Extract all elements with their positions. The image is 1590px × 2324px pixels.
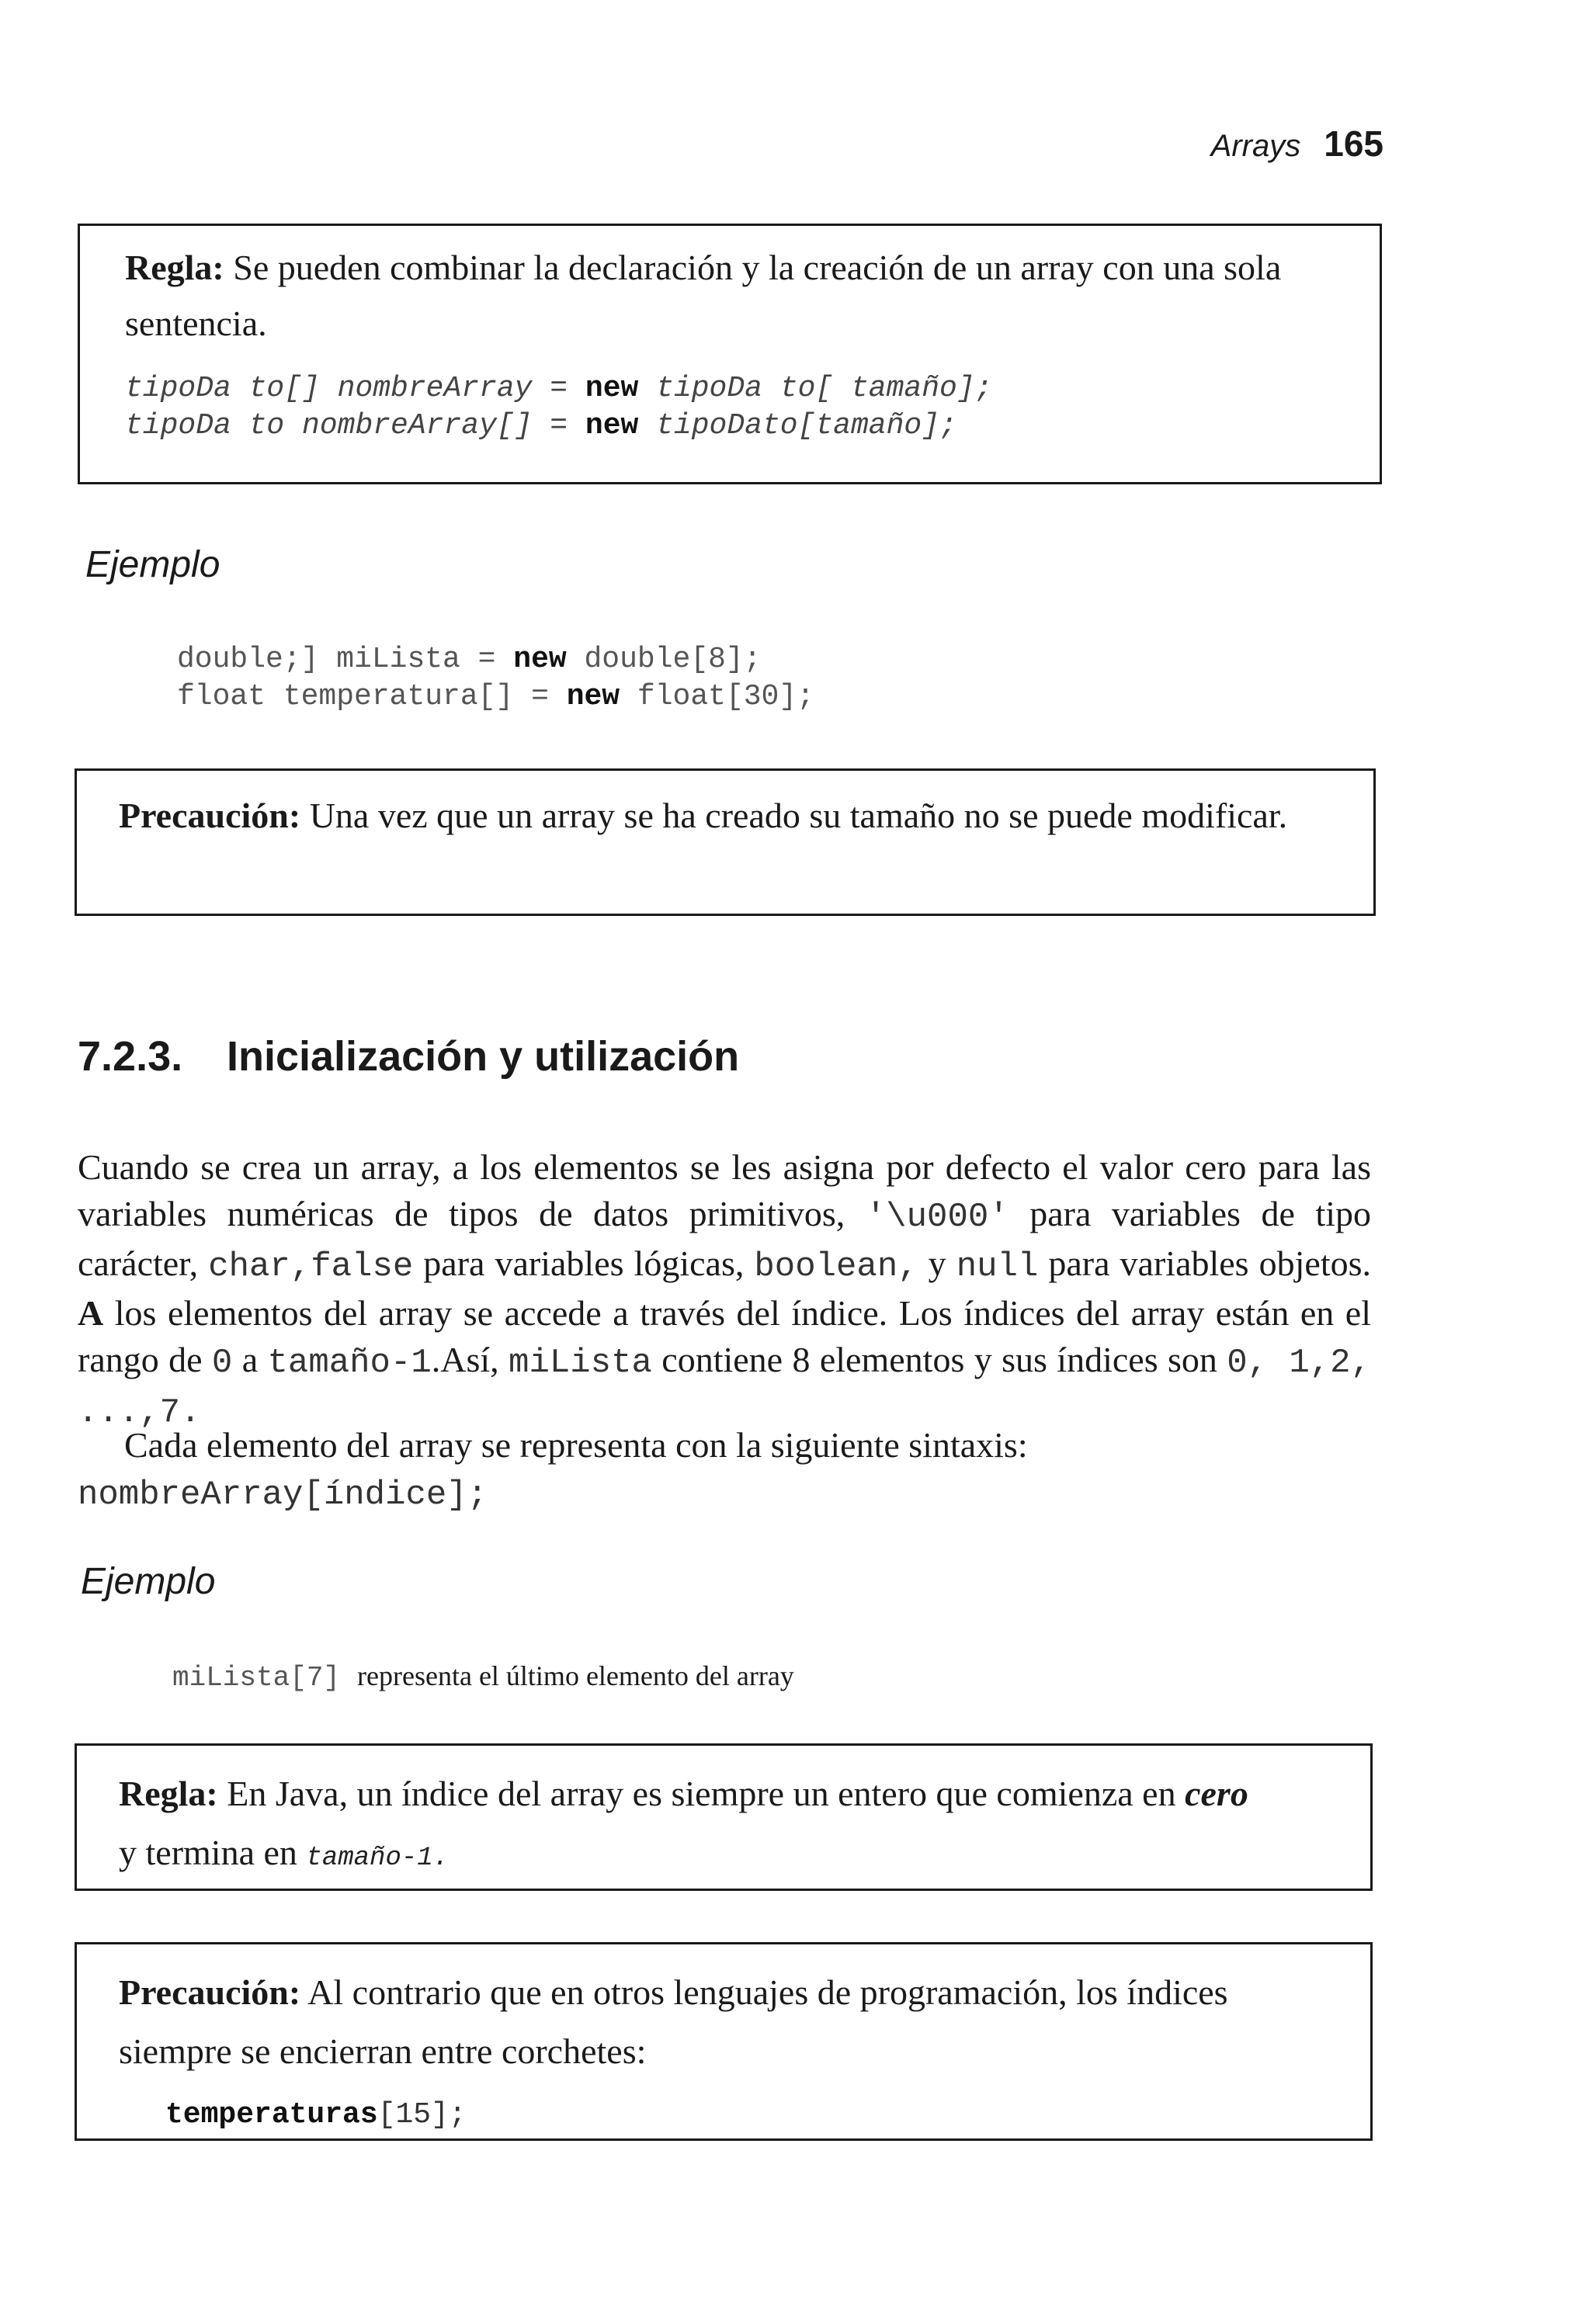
caution-text (119, 1963, 1331, 2081)
rule-body: y termina en (119, 1833, 307, 1872)
section-heading (78, 1032, 739, 1080)
rule-box-index (75, 1743, 1373, 1891)
code-text: tipoDa to nombreArray[] (125, 409, 533, 442)
code-keyword: new (585, 372, 639, 405)
code-operator: = (513, 680, 567, 713)
inline-code: 0, 1,2, ...,7. (78, 1344, 1371, 1432)
running-header (1087, 123, 1383, 165)
body-paragraph (78, 1422, 1371, 1518)
section-title: Inicialización y utilización (227, 1033, 740, 1080)
caution-box-size (75, 768, 1376, 916)
caution-body: Al contrario que en otros lenguajes de programación, los índices siempre se encierran entre corchetes: (119, 1972, 1228, 2071)
example-heading: Ejemplo (81, 1561, 216, 1602)
inline-code: boolean, (754, 1247, 918, 1286)
inline-code: 0 (211, 1344, 233, 1382)
caution-label: Precaución: (119, 1972, 301, 2012)
example-text: representa el último elemento del array (357, 1660, 794, 1691)
text-run: a (232, 1340, 268, 1379)
example-code-block (177, 641, 814, 716)
code-text: float[30]; (620, 680, 814, 713)
example-heading: Ejemplo (85, 544, 220, 585)
text-run: .Así, (431, 1340, 509, 1379)
rule-emphasis: cero (1185, 1774, 1248, 1813)
code-line (125, 370, 1341, 408)
rule-text (125, 240, 1341, 352)
inline-code: tamaño-1 (267, 1344, 432, 1382)
inline-code: null (956, 1247, 1039, 1286)
code-text: [15]; (377, 2098, 467, 2131)
code-keyword: new (513, 643, 567, 676)
page-number: 165 (1324, 123, 1383, 164)
section-number: 7.2.3. (78, 1033, 183, 1080)
code-text: tipoDa to[ tamaño]; (638, 372, 993, 405)
code-line (125, 408, 1341, 445)
caution-box-brackets (75, 1942, 1373, 2141)
code-text: tipoDato[tamaño]; (638, 409, 957, 442)
rule-label: Regla: (125, 248, 224, 287)
code-text: tipoDa to[] nombreArray (125, 372, 533, 405)
text-run: Cada elemento del array se representa con la siguiente sintaxis: (124, 1425, 1028, 1465)
code-line (177, 641, 814, 678)
code-operator: = (460, 643, 514, 676)
caution-text (119, 793, 1335, 839)
code-keyword: new (585, 409, 639, 442)
body-paragraph (78, 1144, 1371, 1436)
example-line (172, 1660, 794, 1694)
caution-label: Precaución: (119, 796, 301, 835)
text-run: para variables objetos. (1038, 1244, 1372, 1283)
code-keyword: new (566, 680, 620, 713)
text-run: para variables de tipo carácter, (78, 1194, 1371, 1283)
text-run: Cuando se crea un array, a los elementos se les asigna por defecto el valor cero para las variables numéricas de tipos de datos primitivos, (78, 1147, 1371, 1233)
rule-body: En Java, un índice del array es siempre un entero que comienza en (217, 1774, 1186, 1813)
rule-body: Se pueden combinar la declaración y la creación de un array con una sola sentencia. (125, 248, 1282, 343)
code-text: double[8]; (566, 643, 762, 676)
code-text: float temperatura[] (177, 680, 514, 713)
caution-body: Una vez que un array se ha creado su tamaño no se puede modificar. (300, 796, 1288, 835)
code-operator: = (532, 409, 585, 442)
inline-code: nombreArray[índice]; (78, 1476, 488, 1514)
text-run: los elementos del array se accede a través del índice. Los índices del array están en el rango de (78, 1293, 1371, 1379)
code-line (177, 678, 814, 716)
header-title: Arrays (1210, 129, 1301, 163)
code-operator: = (532, 372, 585, 405)
inline-code: '\u000' (865, 1198, 1009, 1237)
text-run: contiene 8 elementos y sus índices son (651, 1340, 1227, 1379)
rule-label: Regla: (119, 1774, 218, 1813)
inline-code: char,false (208, 1247, 414, 1286)
inline-code: miLista[7] (172, 1662, 341, 1694)
code-line (165, 2097, 1331, 2134)
text-run-bold: A (78, 1293, 104, 1333)
inline-code: tamaño-1. (306, 1844, 450, 1873)
rule-text (119, 1764, 1331, 1888)
code-text: double;] miLista (177, 643, 460, 676)
text-run: para variables lógicas, (413, 1244, 755, 1283)
inline-code: miLista (509, 1344, 652, 1382)
code-keyword: temperaturas (165, 2098, 378, 2131)
text-run: y (918, 1244, 956, 1283)
code-block (125, 370, 1341, 445)
rule-box-declaration (78, 224, 1382, 484)
